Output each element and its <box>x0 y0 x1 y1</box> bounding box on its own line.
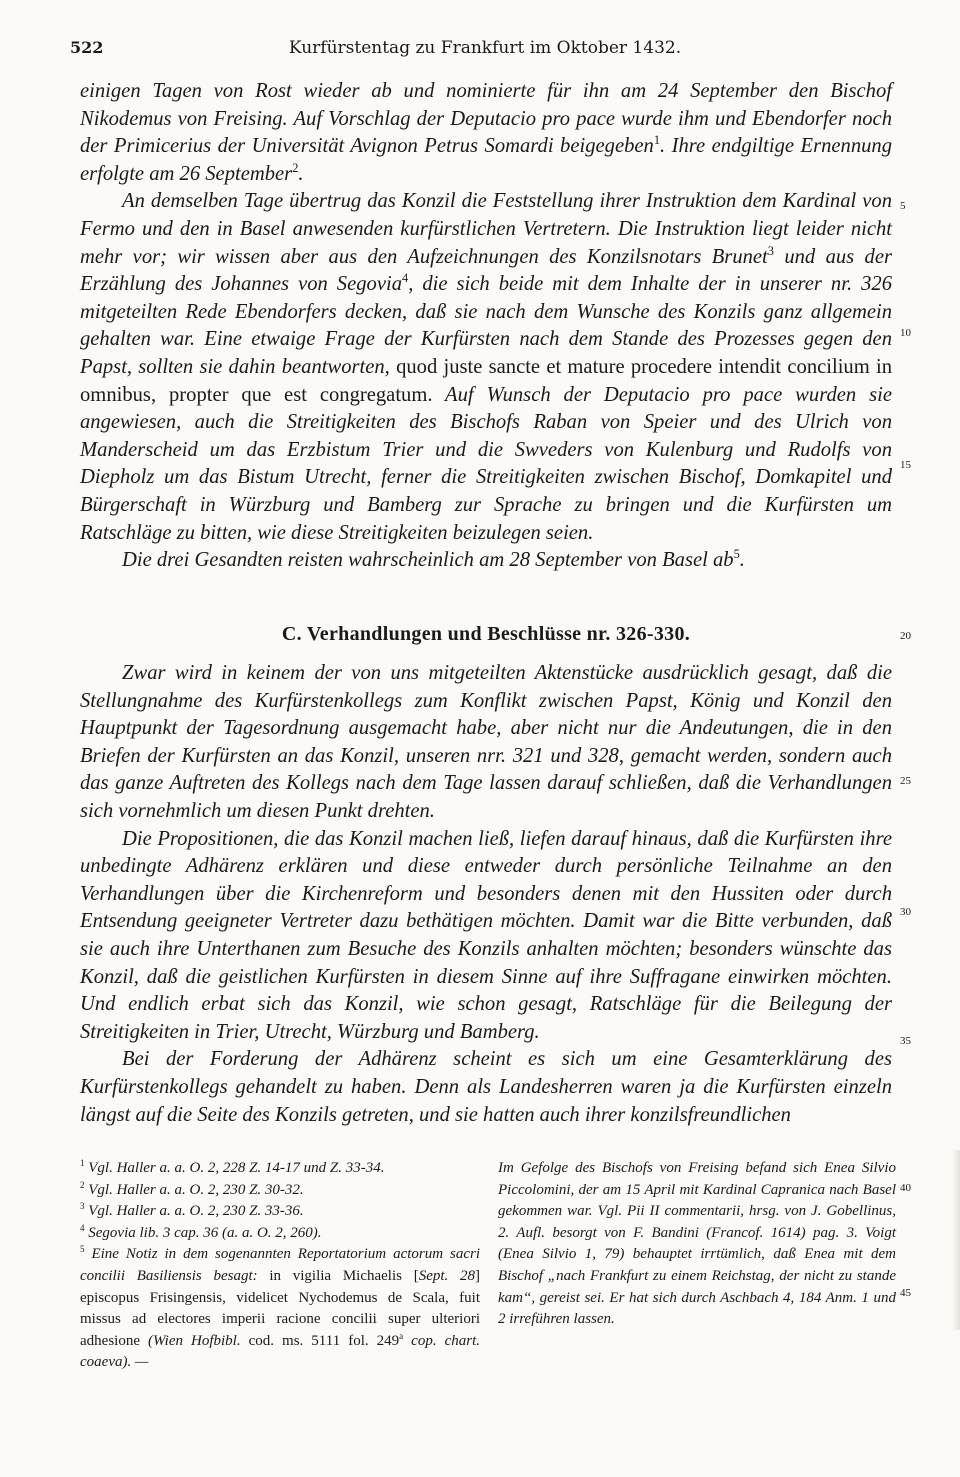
footnote-ref: 1 <box>653 133 661 148</box>
footnote-text: in vigilia Michaelis [ <box>257 1267 419 1284</box>
text-run: , die sich beide mit dem Inhalte der in unserer nr. 326 mitgeteilten Rede Ebendorfers decken, daß sie nach dem Wunsche des Konzils ganz allgemein gehalten war. Eine etwaige Frage der Kurfürsten nach dem Stande des Prozesses gegen den Papst, sollten sie dahin beantworten, <box>80 273 892 378</box>
footnote <box>80 1201 480 1223</box>
footnote-number: 1 <box>80 1158 85 1168</box>
text-run: . <box>739 549 745 572</box>
footnote-ref: 5 <box>733 547 740 562</box>
text-run: Die drei Gesandten reisten wahrscheinlich am 28 September von Basel ab <box>122 549 734 572</box>
footnotes-right <box>498 1158 896 1331</box>
footnote-text: Vgl. Haller a. a. O. 2, 228 Z. 14-17 und Z. 33-34. <box>88 1160 385 1176</box>
footnote <box>80 1180 480 1202</box>
footnote-number: 3 <box>80 1201 85 1212</box>
footnote-text: (Wien Hofbibl. <box>148 1332 241 1349</box>
footnote-text: Eine Notiz in dem sogenannten Reportatorium actorum sacri concilii Basiliensis besagt: <box>80 1246 481 1284</box>
footnote-text: cod. ms. 5111 fol. 249 <box>240 1332 400 1349</box>
paragraph: Die Propositionen, die das Konzil machen ließ, liefen darauf hinaus, daß die Kurfürsten ihre unbedingte Adhärenz erklären und diese entweder durch persönliche Teilnahme an den Verhandlungen über die Kirchenreform und besonders denen mit den Hussiten oder durch Entsendung geeigneter Vertreter dazu bethätigen möchten. Damit war die Bitte verbunden, daß sie auch ihre Unterthanen zum Besuche des Konzils anhalten möchten; besonders wünschte das Konzil, daß die geistlichen Kurfürsten in diesem Sinne auf ihre Suffragane einwirken möchten. Und endlich erbat sich das Konzil, wie schon gesagt, Ratschläge für die Beilegung der Streitigkeiten in Trier, Utrecht, Würzburg und Bamberg. <box>80 827 892 1043</box>
text-run: . <box>298 162 304 185</box>
footnote-ref: 3 <box>767 243 774 258</box>
text-run: und aus der Erzählung des Johannes von Segovia <box>80 245 892 296</box>
superscript: a <box>399 1330 404 1341</box>
section-heading: C. Verhandlungen und Beschlüsse nr. 326-330. <box>281 623 691 645</box>
footnote-text: Vgl. Haller a. a. O. 2, 230 Z. 30-32. <box>88 1181 304 1198</box>
text-run: . Ihre endgiltige Ernennung erfolgte am 26 September <box>80 135 893 185</box>
text-run: Auf Wunsch der Deputacio pro pace wurden sie angewiesen, auch die Streitigkeiten des Bischofs Raban von Speier und des Ulrich von Manderscheid um das Erzbistum Trier und die Swveders von Kulenburg und Rudolfs von Diepholz um das Bistum Utrecht, ferner die Streitigkeiten zwischen Bischof, Domkapitel und Bürgerschaft in Würzburg und Bamberg zur Sprache zu bringen und die Kurfürsten um Ratschläge zu bitten, wie diese Streitigkeiten beizulegen seien. <box>80 383 892 544</box>
footnote-text: Vgl. Haller a. a. O. 2, 230 Z. 33-36. <box>88 1203 304 1220</box>
main-text-upper <box>80 78 892 575</box>
footnote-ref: 4 <box>402 271 409 286</box>
footnotes-left <box>80 1158 480 1374</box>
line-number: 15 <box>900 459 911 471</box>
paragraph: Zwar wird in keinem der von uns mitgeteilten Aktenstücke ausdrücklich gesagt, daß die Stellungnahme des Kurfürstenkollegs zum Konflikt zwischen Papst, König und Konzil den Hauptpunkt der Tagesordnung ausgemacht habe, aber nicht nur die Andeutungen, die in den Briefen der Kurfürsten an das Konzil, unseren nrr. 321 und 328, gemacht werden, sondern auch das ganze Auftreten des Kollegs nach dem Tage lassen darauf schließen, daß die Verhandlungen sich vornehmlich um diesen Punkt drehten. <box>80 662 892 822</box>
line-number: 5 <box>900 200 906 212</box>
page-edge-shadow <box>952 1150 960 1330</box>
footnote-text: ] episcopus Frisingensis, videlicet Nychodemus de Scala, fuit missus ad electores imperii racione concilii super ulteriori adhesione <box>80 1267 481 1349</box>
latin-quote: quod juste sancte et mature procedere intendit concilium in omnibus, propter que est congregatum. <box>80 355 892 406</box>
paragraph: Bei der Forderung der Adhärenz scheint es sich um eine Gesamterklärung des Kurfürstenkollegs gehandelt zu haben. Denn als Landesherren waren ja die Kurfürsten einzeln längst auf die Seite des Konzils getreten, und sie hatten auch ihrer konzilsfreundlichen <box>80 1048 892 1126</box>
line-number: 10 <box>900 327 911 339</box>
main-text-lower <box>80 660 892 1129</box>
paragraph <box>80 78 892 188</box>
text-run: einigen Tagen von Rost wieder ab und nominierte für ihn am 24 September den Bischof Nikodemus von Freising. Auf Vorschlag der Deputacio pro pace wurde ihm und Ebendorfer noch der Primicerius der Universität Avignon Petrus Somardi beigegeben <box>80 80 892 158</box>
text-run: An demselben Tage übertrug das Konzil die Feststellung ihrer Instruktion dem Kardinal von Fermo und den in Basel anwesenden kurfürstlichen Vertretern. Die Instruktion liegt leider nicht mehr vor; wir wissen aber aus den Aufzeichnungen des Konzilsnotars Brunet <box>80 190 892 268</box>
page-number: 522 <box>70 38 104 57</box>
footnote-continuation: Im Gefolge des Bischofs von Freising befand sich Enea Silvio Piccolomini, der am 15 April mit Kardinal Capranica nach Basel gekommen war. Vgl. Pii II commentarii, hrsg. von J. Gobellinus, 2. Aufl. besorgt von F. Bandini (Francof. 1614) pag. 3. Voigt (Enea Silvio 1, 79) behauptet irrtümlich, daß Enea mit dem Bischof „nach Frankfurt zu einem Reichstag, der nicht zu stande kam“, gereist sei. Er hat sich durch Aschbach 4, 184 Anm. 1 und 2 irreführen lassen. <box>498 1160 896 1328</box>
paragraph <box>80 188 892 547</box>
running-header <box>70 32 900 62</box>
running-title: Kurfürstentag zu Frankfurt im Oktober 1432. <box>288 38 682 58</box>
footnote <box>80 1223 480 1245</box>
line-number: 35 <box>900 1035 911 1047</box>
footnote-number: 4 <box>80 1222 85 1233</box>
line-number: 45 <box>900 1287 911 1299</box>
footnote <box>80 1244 480 1374</box>
footnote-text: Sept. 28 <box>418 1267 476 1284</box>
footnote-text: cop. chart. coaeva). — <box>80 1332 480 1371</box>
line-number: 30 <box>900 906 911 918</box>
line-number: 40 <box>900 1182 911 1194</box>
footnote-number: 2 <box>80 1179 85 1190</box>
footnote <box>80 1158 480 1180</box>
line-number: 25 <box>900 775 911 787</box>
footnote-number: 5 <box>80 1244 85 1255</box>
paragraph <box>80 547 892 575</box>
footnote-ref: 2 <box>292 160 299 175</box>
footnote-text: Segovia lib. 3 cap. 36 (a. a. O. 2, 260). <box>88 1224 322 1241</box>
line-number: 20 <box>900 630 911 642</box>
